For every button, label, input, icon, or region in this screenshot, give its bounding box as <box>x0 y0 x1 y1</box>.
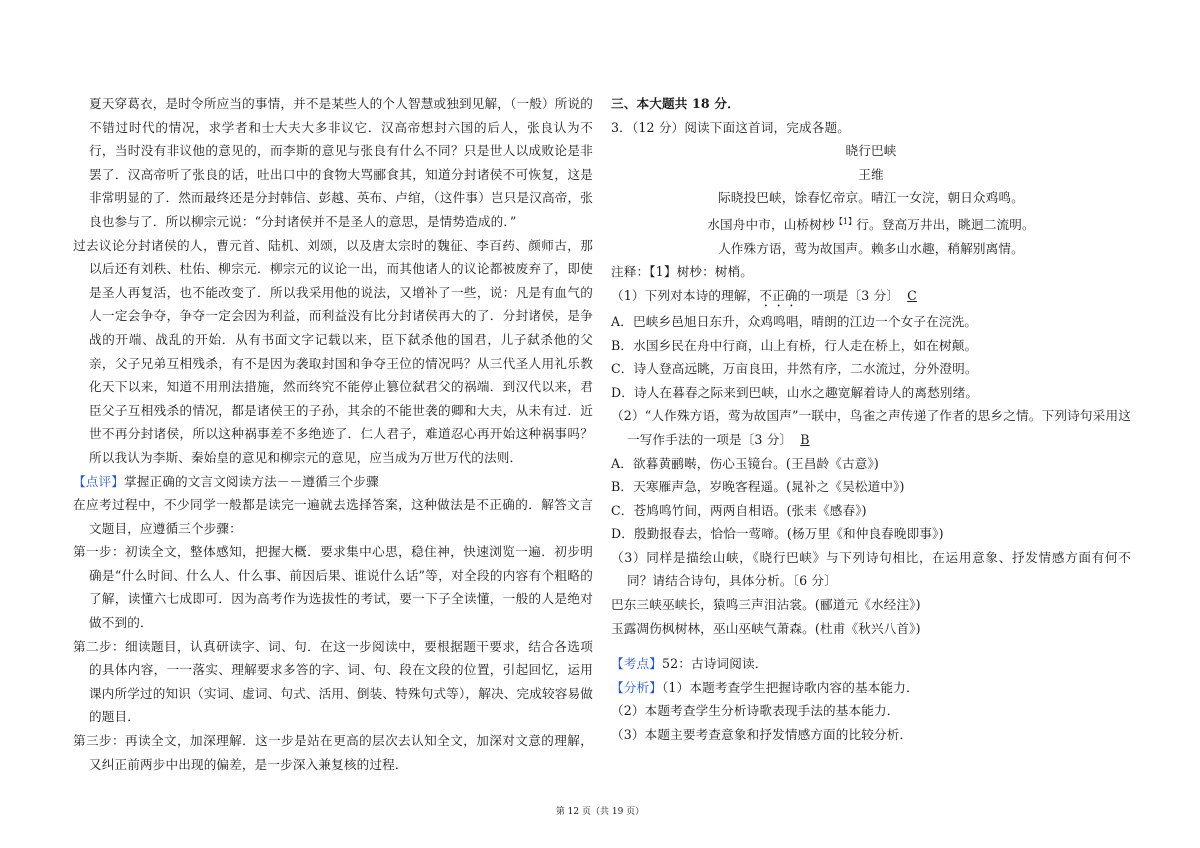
option-c: C．诗人登高远眺，万亩良田，井然有序，二水流过，分外澄明。 <box>611 361 978 377</box>
footnote-marker: 【1】 <box>834 216 857 226</box>
right-column <box>611 92 1131 747</box>
spacer <box>611 640 1131 652</box>
analysis-text-3: （3）本题主要考查意象和抒发情感方面的比较分析． <box>611 727 913 743</box>
poem-line-2 <box>611 210 1131 237</box>
question-2-text: （2）“人作殊方语，莺为故国声”一联中，鸟雀之声传递了作者的思乡之情。下列诗句采用这一写作手法的一项是〔3 分〕 <box>611 408 1131 447</box>
analysis-text-1: （1）本题考查学生把握诗歌内容的基本能力． <box>661 679 919 695</box>
poem-author: 王维 <box>858 166 884 182</box>
step-two: 第二步：细读题目，认真研读字、词、句．在这一步阅读中，要根据题干要求，结合各选项的具体内容，一一落实、理解要求多答的字、词、句、段在文段的位置，引起回忆，运用课内所学过的知识（实词、虚词、句式、活用、倒装、特殊句式等），解决、完成较容易做的题目． <box>73 638 593 725</box>
poem-line-1: 际晓投巴峡，馀春忆帝京。晴江一女浣，朝日众鸡鸣。 <box>718 190 1024 206</box>
poem-line-3: 人作殊方语，莺为故国声。赖多山水趣，稍解别离情。 <box>718 240 1024 256</box>
commentary-tag: 【点评】 <box>73 473 124 489</box>
translation-paragraph-1: 夏天穿葛衣，是时令所应当的事情，并不是某些人的个人智慧或独到见解，（一般）所说的不错过时代的情况，求学者和士大夫大多非议它．汉高帝想封六国的后人，张良认为不行，当时没有非议他的意见的，而李斯的意见与张良有什么不同？只是世人以成败论是非罢了．汉高帝听了张良的话，吐出口中的食物大骂郦食其，知道分封诸侯不可恢复，这是非常明显的了．然而最终还是分封韩信、彭越、英布、卢绾，（这件事）岂只是汉高帝，张良也参与了．所以柳宗元说：“分封诸侯并不是圣人的意思，是情势造成的．” <box>89 96 593 229</box>
question-1-emphasis: 不正确 <box>759 287 798 303</box>
method-intro: 在应考过程中，不少同学一般都是读完一遍就去选择答案，这种做法是不正确的．解答文言文题目，应遵循三个步骤： <box>73 497 593 536</box>
q2-option-b: B．天寒雁声急，岁晚客程遥。(晁补之《吴松道中》) <box>611 479 905 495</box>
translation-paragraph-2: 过去议论分封诸侯的人，曹元首、陆机、刘颂，以及唐太宗时的魏征、李百药、颜师古，那以后还有刘秩、杜佑、柳宗元．柳宗元的议论一出，而其他诸人的议论都被废弃了，即使是圣人再复活，也不能改变了．所以我采用他的说法，又增补了一些，说：凡是有血气的人一定会争夺，争夺一定会因为利益，而利益没有比分封诸侯再大的了．分封诸侯，是争战的开端、战乱的开始．从有书面文字记载以来，臣下弑杀他的国君，儿子弑杀他的父亲，父子兄弟互相残杀，有不是因为袭取封国和争夺王位的情况吗？从三代圣人用礼乐教化天下以来，知道不用刑法措施，然而终究不能停止篡位弑君父的祸端．到汉代以来，君臣父子互相残杀的情况，都是诸侯王的子孙，其余的不能世袭的卿和大夫，从未有过．近世不再分封诸侯，所以这种祸事差不多绝迹了．仁人君子，难道忍心再开始这种祸事吗？所以我认为李斯、秦始皇的意见和柳宗元的意见，应当成为万世万代的法则． <box>73 237 593 465</box>
exam-point <box>611 652 1131 676</box>
question-1 <box>611 284 1131 310</box>
answer-1: C <box>907 287 917 303</box>
question-1-b: 的一项是〔3 分〕 <box>797 287 900 303</box>
commentary <box>73 470 593 494</box>
poem-line-2-b: 行。登高万井出，眺迥二流明。 <box>856 217 1035 233</box>
question-1-a: （1）下列对本诗的理解， <box>611 287 760 303</box>
q2-option-a: A．欲暮黄鹂啭，伤心玉镜台。(王昌龄《古意》) <box>611 455 879 471</box>
analysis <box>611 676 1131 700</box>
page-number: 第 12 页（共 19 页） <box>555 807 645 817</box>
option-b: B．水国乡民在舟中行商，山上有桥，行人走在桥上，如在树颠。 <box>611 337 978 353</box>
question-2 <box>611 404 1131 451</box>
answer-2: B <box>800 431 810 447</box>
left-column <box>73 92 593 776</box>
option-d: D．诗人在暮春之际来到巴峡，山水之趣宽解着诗人的离愁别绪。 <box>611 384 979 400</box>
step-three: 第三步：再读全文，加深理解．这一步是站在更高的层次去认知全文，加深对文意的理解，又纠正前两步中出现的偏差，是一步深入兼复核的过程． <box>73 733 593 772</box>
poem-title: 晓行巴峡 <box>845 143 897 159</box>
exam-point-text: 52：古诗词阅读． <box>661 656 768 672</box>
analysis-text-2: （2）本题考查学生分析诗歌表现手法的基本能力． <box>611 703 900 719</box>
question-3: （3）同样是描绘山峡，《晓行巴峡》与下列诗句相比，在运用意象、抒发情感方面有何不同？请结合诗句，具体分析。〔6 分〕 <box>611 549 1131 589</box>
step-one: 第一步：初读全文，整体感知，把握大概．要求集中心思，稳住神，快速浏览一遍．初步明确是“什么时间、什么人、什么事、前因后果、谁说什么话”等，对全段的内容有个粗略的了解，读懂六七成即可．因为高考作为选拔性的考试，要一下子全读懂，一般的人是绝对做不到的． <box>73 544 593 631</box>
poem-note: 注释：【1】树杪：树梢。 <box>611 264 754 280</box>
analysis-tag: 【分析】 <box>611 679 662 695</box>
commentary-text: 掌握正确的文言文阅读方法－－遵循三个步骤 <box>123 473 379 489</box>
q3-verse-1: 巴东三峡巫峡长，猿鸣三声泪沾裳。(郦道元《水经注》) <box>611 597 921 613</box>
exam-point-tag: 【考点】 <box>611 656 662 672</box>
section-heading: 三、本大题共 18 分． <box>611 96 740 111</box>
q3-verse-2: 玉露凋伤枫树林，巫山巫峡气萧森。(杜甫《秋兴八首》) <box>611 620 921 636</box>
question-intro: 3．（12 分）阅读下面这首词，完成各题。 <box>611 119 850 135</box>
q2-option-d: D．殷勤报春去，恰恰一莺啼。(杨万里《和仲良春晚即事》) <box>611 526 944 542</box>
q2-option-c: C．苍鸠鸣竹间，两两自相语。(张耒《感春》) <box>611 502 867 518</box>
poem-line-2-a: 水国舟中市，山桥树杪 <box>707 217 835 233</box>
option-a: A．巴峡乡邑旭日东升，众鸡鸣唱，晴朗的江边一个女子在浣洗。 <box>611 313 978 329</box>
